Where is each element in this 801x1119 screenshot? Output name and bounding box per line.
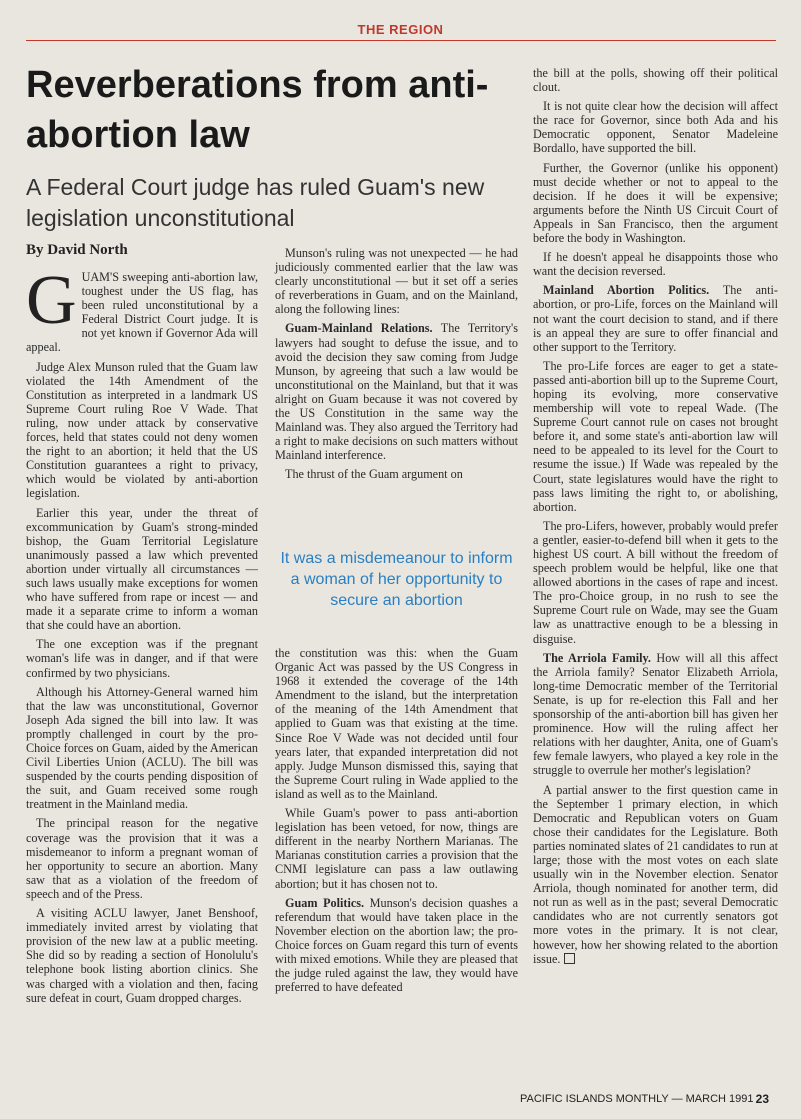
article-column-2-top (275, 246, 518, 487)
paragraph: Judge Alex Munson ruled that the Guam law violated the 14th Amendment of the Constitution as interpreted in a landmark US Supreme Court ruling Roe V Wade. That ruling, now under attack by conservative forces, held that states could not deny women the right to an abortion; it held that the US Constitution guarantees a right to privacy, which would be violated by anti-abortion legislation. (26, 359, 258, 501)
paragraph: the bill at the polls, showing off their political clout. (533, 66, 778, 95)
paragraph: The one exception was if the pregnant woman's life was in danger, and if that were confirmed by two physicians. (26, 637, 258, 680)
paragraph: The pro-Lifers, however, probably would prefer a gentler, easier-to-defend bill when it gets to the highest US court. A bill without the freedom of speech problem would be helpful, like one that allowed abortions in the cases of rape and incest. The pro-Choice group, in no rush to see the Supreme Court rule on Wade, may see the Guam law as unattractive enough to be a blessing in disguise. (533, 518, 778, 646)
paragraph: The principal reason for the negative coverage was the provision that it was a misdemeanor to inform a pregnant woman of her opportunity to secure an abortion. Many saw that as a violation of the freedom of speech and of the Press. (26, 816, 258, 901)
paragraph: Munson's ruling was not unexpected — he had judiciously commented earlier that the law was clearly unconstitutional — but it set off a series of reverberations in Guam, and on the Mainland, along the following lines: (275, 246, 518, 317)
paragraph: Guam Politics. Munson's decision quashes a referendum that would have taken place in the November election on the abortion law; the pro-Choice forces on Guam regard this turn of events with mixed emotions. While they are pleased that the judge ruled against the law, they would have preferred to have defeated (275, 895, 518, 995)
pull-quote: It was a misdemeanour to inform a woman of her opportunity to secure an abortion (280, 550, 513, 609)
byline: By David North (26, 242, 128, 258)
paragraph: Although his Attorney-General warned him that the law was unconstitutional, Governor Joseph Ada signed the bill into law. It was promptly challenged in court by the pro-Choice forces on Guam, aided by the American Civil Liberties Union (ACLU). The bill was suspended by the courts pending disposition of the suit, and Guam received some rough treatment in the Mainland media. (26, 684, 258, 812)
article-column-1 (26, 262, 258, 1010)
paragraph: Mainland Abortion Politics. The anti-abortion, or pro-Life, forces on the Mainland will not want the court decision to stand, and if there is an appeal they are sure to offer financial and other support to the Territory. (533, 283, 778, 354)
paragraph: Guam-Mainland Relations. The Territory's lawyers had sought to defuse the issue, and to avoid the decision they saw coming from Judge Munson, by agreeing that such a law would be unconstitutional on the Mainland, but that it was alright on Guam because it was not covered by the US Constitution in the same way the Mainland was. They also argued the Territory had a right to make decisions on such matters without Mainland interference. (275, 321, 518, 463)
paragraph: Earlier this year, under the threat of excommunication by Guam's strong-minded bishop, the Guam Territorial Legislature unanimously passed a law which prevented abortion under virtually all circumstances — such laws usually make exceptions for women who have suffered from rape or incest — and made it a separate crime to inform a woman that she could have an abortion. (26, 505, 258, 633)
paragraph: A visiting ACLU lawyer, Janet Benshoof, immediately invited arrest by violating that provision of the new law at a public meeting. She did so by reading a section of Honolulu's telephone book listing abortion clinics. She was charged with a violation and then, facing sure defeat in court, Guam dropped charges. (26, 906, 258, 1005)
page-number: 23 (755, 1092, 769, 1106)
article-column-3 (533, 66, 778, 971)
headline: Reverberations from anti-abortion law (26, 64, 489, 156)
subsection-heading: Mainland Abortion Politics. (543, 283, 710, 298)
page-footer (520, 1093, 775, 1105)
paragraph: The pro-Life forces are eager to get a state-passed anti-abortion bill up to the Supreme Court, hoping its evolving, more conservative membership will vote to repeal Wade. (The Supreme Court cannot rule on cases not brought before it, and some state's anti-abortion law will need to be appealed to its level for the Court to resume the issue.) If Wade was repealed by the Court, state legislatures would have the right to pass laws limiting the right to, or abolishing, abortion. (533, 358, 778, 514)
subsection-heading: The Arriola Family. (543, 650, 651, 665)
article-column-2-bottom (275, 646, 518, 999)
section-label: THE REGION (357, 22, 444, 37)
subsection-heading: Guam-Mainland Relations. (285, 321, 433, 336)
drop-cap: G (26, 262, 77, 339)
paragraph: While Guam's power to pass anti-abortion legislation has been vetoed, for now, things are different in the nearby Northern Marianas. The Marianas constitution carries a provision that the CNMI legislature can pass a law outlawing abortion; but it has chosen not to. (275, 806, 518, 891)
end-mark-icon (564, 953, 575, 964)
paragraph: The Arriola Family. How will all this affect the Arriola family? Senator Elizabeth Arriola, long-time Democratic member of the Territorial Senate, is up for re-election this Fall and her sponsorship of the anti-abortion bill has given her prominence. How will the ruling affect her relations with her daughter, Anita, one of Guam's few female lawyers, who played a key role in the struggle to overrule her mother's legislation? (533, 650, 779, 778)
paragraph: Further, the Governor (unlike his opponent) must decide whether or not to appeal to the decision. If he does it will be expensive; arguments before the Ninth US Circuit Court of Appeals in San Francisco, then the argument before the body in Washington. (533, 160, 778, 246)
subhead: A Federal Court judge has ruled Guam's new legislation unconstitutional (26, 174, 485, 231)
paragraph: It is not quite clear how the decision will affect the race for Governor, since both Ada and his Democratic opponent, Senator Madeleine Bordallo, have supported the bill. (533, 99, 778, 156)
paragraph: GUAM'S sweeping anti-abortion law, toughest under the US flag, has been ruled unconstitutional by a Federal District Court judge. It is not yet known if Governor Ada will appeal. (26, 262, 258, 355)
paragraph: the constitution was this: when the Guam Organic Act was passed by the US Congress in 1968 it extended the coverage of the 14th Amendment to the island, but the interpretation of the meaning of the 14th Amendment that applied to Guam was that existing at the time. Since Roe V Wade was not decided until four years later, that expanded interpretation did not apply. Judge Munson dismissed this, saying that the Supreme Court ruling in Wade applied to the island as well as to the Mainland. (275, 646, 518, 801)
paragraph: If he doesn't appeal he disappoints those who want the decision reversed. (533, 250, 778, 279)
paragraph: A partial answer to the first question came in the September 1 primary election, in which Democratic and Republican voters on Guam chose their candidates for the Legislature. Both parties nominated slates of 21 candidates to run at large; those with the most votes on each slate usually win in the November election. Senator Arriola, though nominated for another term, did not run as well as in the past; several Democratic candidates who are not currently senators got more votes in the primary. It is not clear, however, how her showing related to the abortion issue. (533, 782, 778, 966)
publication-line: PACIFIC ISLANDS MONTHLY — MARCH 1991 (520, 1093, 754, 1105)
header-rule (26, 40, 776, 41)
paragraph: The thrust of the Guam argument on (285, 467, 463, 482)
subsection-heading: Guam Politics. (285, 895, 365, 910)
